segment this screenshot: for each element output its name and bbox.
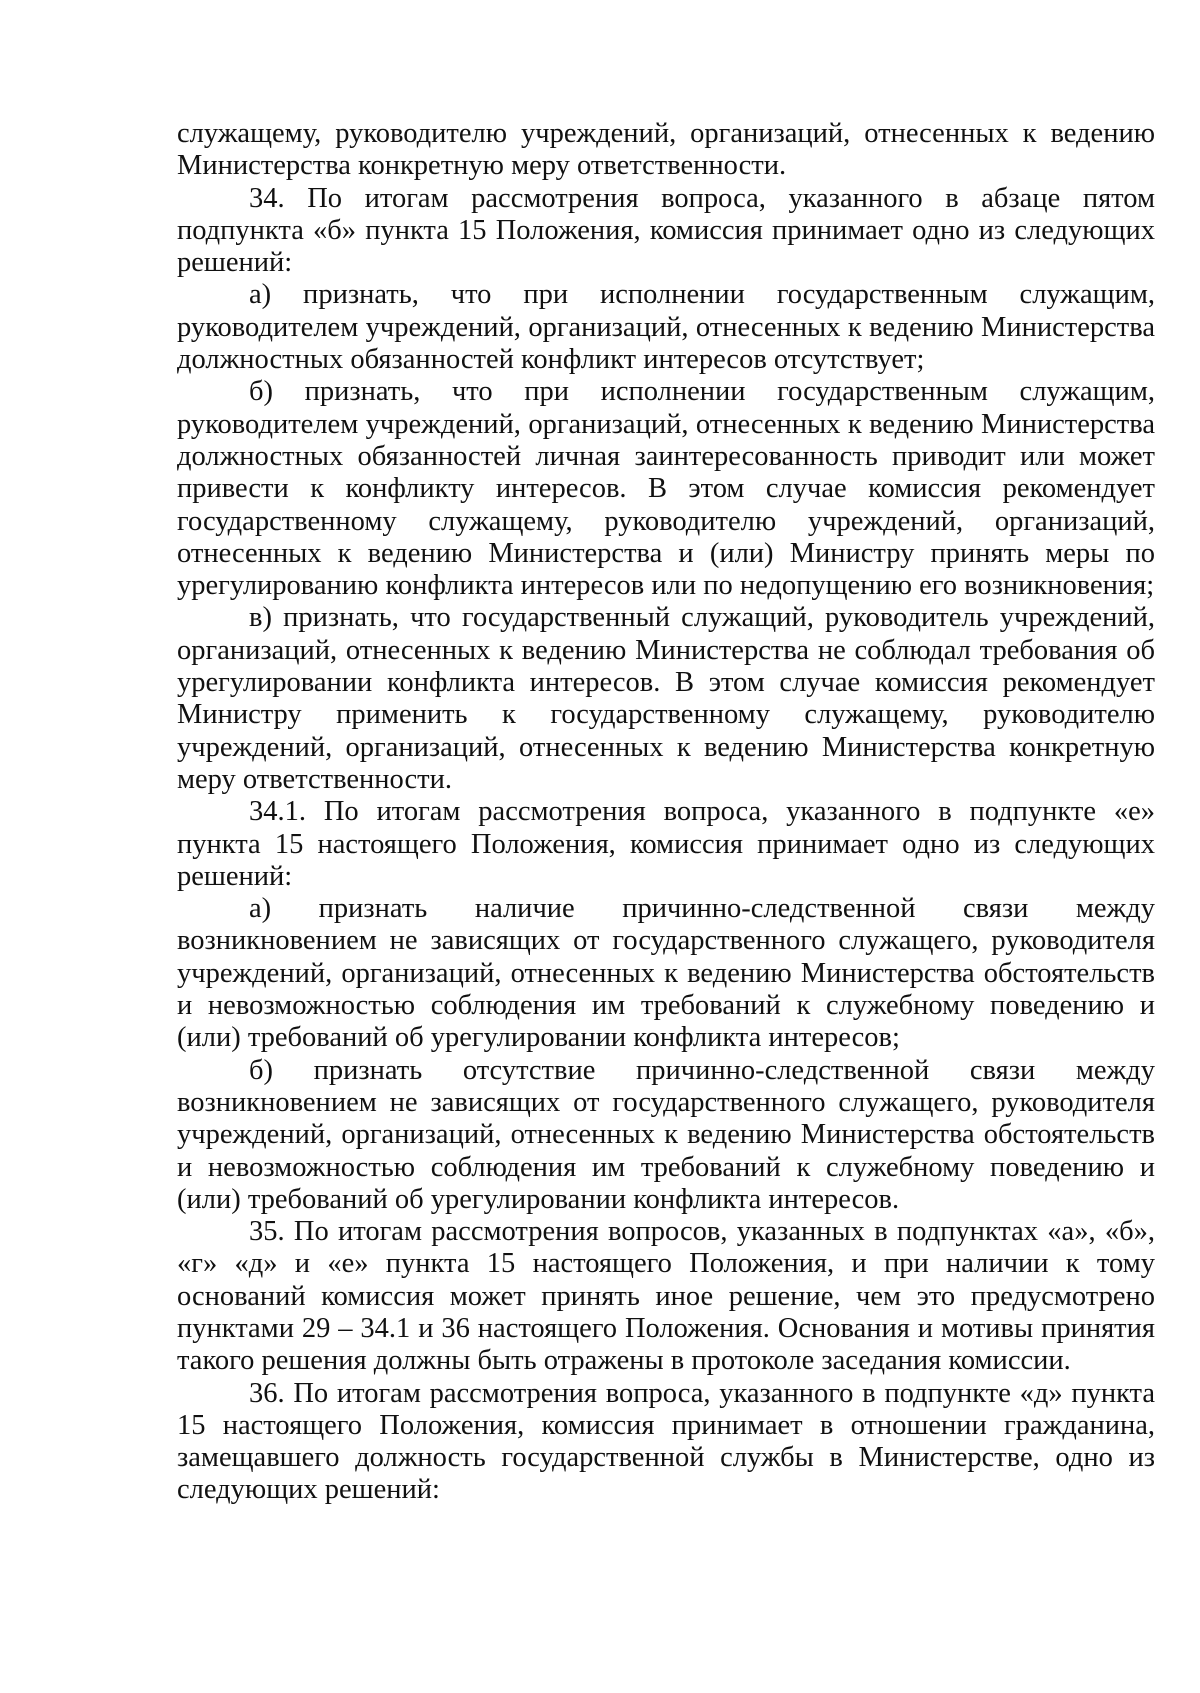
paragraph-item-34-1-b: б) признать отсутствие причинно-следственной связи между возникновением не зависящих от государственного служащего, руководителя учреждений, организаций, отнесенных к ведению Министерства обстоятельств и невозможностью соблюдения им требований к служебному поведению и (или) требований об урегулировании конфликта интересов. [177,1054,1155,1215]
paragraph-item-35: 35. По итогам рассмотрения вопросов, указанных в подпунктах «а», «б», «г» «д» и «е» пункта 15 настоящего Положения, и при наличии к тому оснований комиссия может принять иное решение, чем это предусмотрено пунктами 29 – 34.1 и 36 настоящего Положения. Основания и мотивы принятия такого решения должны быть отражены в протоколе заседания комиссии. [177,1216,1155,1377]
paragraph-item-36: 36. По итогам рассмотрения вопроса, указанного в подпункте «д» пункта 15 настоящего Положения, комиссия принимает в отношении гражданина, замещавшего должность государственной службы в Министерстве, одно из следующих решений: [177,1377,1155,1506]
paragraph-continuation: служащему, руководителю учреждений, организаций, отнесенных к ведению Министерства конкретную меру ответственности. [177,118,1155,182]
paragraph-item-34-1: 34.1. По итогам рассмотрения вопроса, указанного в подпункте «е» пункта 15 настоящего Положения, комиссия принимает одно из следующих решений: [177,796,1155,892]
paragraph-item-34-v: в) признать, что государственный служащий, руководитель учреждений, организаций, отнесенных к ведению Министерства не соблюдал требования об урегулировании конфликта интересов. В этом случае комиссия рекомендует Министру применить к государственному служащему, руководителю учреждений, организаций, отнесенных к ведению Министерства конкретную меру ответственности. [177,602,1155,795]
paragraph-item-34-b: б) признать, что при исполнении государственным служащим, руководителем учреждений, организаций, отнесенных к ведению Министерства должностных обязанностей личная заинтересованность приводит или может привести к конфликту интересов. В этом случае комиссия рекомендует государственному служащему, руководителю учреждений, организаций, отнесенных к ведению Министерства и (или) Министру принять меры по урегулированию конфликта интересов или по недопущению его возникновения; [177,376,1155,602]
paragraph-item-34: 34. По итогам рассмотрения вопроса, указанного в абзаце пятом подпункта «б» пункта 15 Положения, комиссия принимает одно из следующих решений: [177,182,1155,279]
document-body [177,118,1155,1507]
paragraph-item-34-1-a: а) признать наличие причинно-следственной связи между возникновением не зависящих от государственного служащего, руководителя учреждений, организаций, отнесенных к ведению Министерства обстоятельств и невозможностью соблюдения им требований к служебному поведению и (или) требований об урегулировании конфликта интересов; [177,893,1155,1054]
paragraph-item-34-a: а) признать, что при исполнении государственным служащим, руководителем учреждений, организаций, отнесенных к ведению Министерства должностных обязанностей конфликт интересов отсутствует; [177,279,1155,376]
